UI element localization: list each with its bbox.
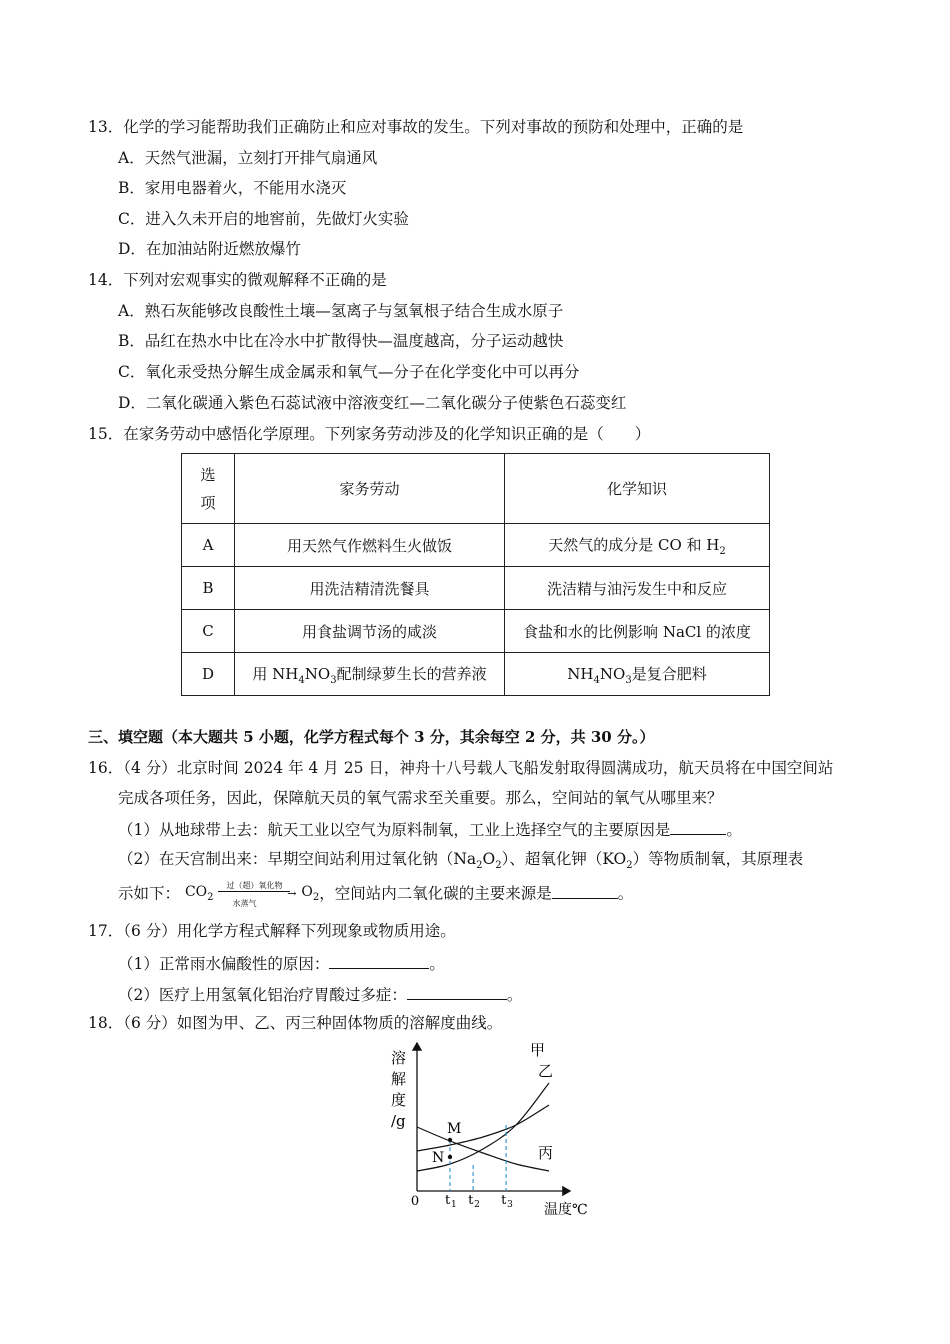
q15-stem: 15．在家务劳动中感悟化学原理。下列家务劳动涉及的化学知识正确的是（ ）	[88, 425, 651, 443]
row-c-knowledge: 食盐和水的比例影响 NaCl 的浓度	[505, 610, 770, 653]
table-row	[182, 610, 770, 653]
series-label-2: 丙	[538, 1144, 554, 1162]
q14-stem: 14．下列对宏观事实的微观解释不正确的是	[88, 271, 387, 289]
q15-table	[181, 453, 770, 696]
header-option	[182, 454, 235, 524]
q13-option-a: A．天然气泄漏，立刻打开排气扇通风	[118, 149, 378, 167]
q13-stem: 13．化学的学习能帮助我们正确防止和应对事故的发生。下列对事故的预防和处理中，正确的是	[88, 118, 744, 136]
y-label-char-1: 解	[391, 1070, 407, 1088]
row-b-labor: 用洗洁精清洗餐具	[235, 567, 505, 610]
x-tick-sub-1: 1	[451, 1200, 457, 1210]
header-option-char1: 选	[200, 465, 216, 484]
q16-line1: 16．（4 分）北京时间 2024 年 4 月 25 日，神舟十八号载人飞船发射取得圆满成功，航天员将在中国空间站	[88, 759, 834, 777]
row-d-knowledge: $NH_4NO_3$是复合肥料	[505, 653, 770, 696]
series-line-1	[417, 1105, 549, 1151]
header-knowledge: 化学知识	[505, 454, 770, 524]
point-label-N: N	[432, 1150, 445, 1166]
q17-sub2: （2）医疗上用氢氧化铝治疗胃酸过多症： 。	[118, 983, 522, 1005]
x-axis-label: 温度℃	[544, 1202, 588, 1218]
x-tick-sub-2: 2	[474, 1200, 480, 1210]
row-a-option: A	[182, 524, 235, 567]
q16-sub2: （2）在天宫制出来：早期空间站利用过氧化钠$(Na_2O_2)$、超氧化钾$(KO_2)$等物质制氧，其原理表	[118, 850, 804, 872]
x-tick-1: t	[445, 1193, 451, 1208]
table-header-row	[182, 454, 770, 524]
table-row	[182, 524, 770, 567]
q13-option-c: C．进入久未开启的地窖前，先做灯火实验	[118, 210, 409, 228]
section-3-heading: 三、填空题（本大题共 5 小题，化学方程式每个 3 分，其余每空 2 分，共 30 分。）	[88, 728, 655, 746]
reaction-formula: $CO_2$ → 过（超）氧化物 水蒸气 $O_2$	[184, 881, 320, 908]
x-tick-2: t	[468, 1193, 474, 1208]
header-labor: 家务劳动	[235, 454, 505, 524]
row-b-option: B	[182, 567, 235, 610]
q13-option-b: B．家用电器着火，不能用水浇灭	[118, 179, 347, 197]
header-option-char2: 项	[200, 493, 216, 512]
q18-stem: 18．（6 分）如图为甲、乙、丙三种固体物质的溶解度曲线。	[88, 1014, 503, 1032]
q13-option-d: D．在加油站附近燃放爆竹	[118, 240, 301, 258]
q14-option-b: B．品红在热水中比在冷水中扩散得快—温度越高，分子运动越快	[118, 332, 564, 350]
q16-sub1: （1）从地球带上去：航天工业以空气为原料制氧，工业上选择空气的主要原因是 。	[118, 818, 742, 840]
series-label-1: 乙	[538, 1062, 554, 1080]
origin-label: 0	[410, 1194, 420, 1209]
series-label-0: 甲	[530, 1041, 546, 1059]
answer-blank[interactable]	[329, 952, 429, 969]
q14-option-d: D．二氧化碳通入紫色石蕊试液中溶液变红—二氧化碳分子使紫色石蕊变红	[118, 394, 627, 412]
solubility-chart	[380, 1038, 610, 1223]
point-N	[448, 1155, 452, 1159]
answer-blank[interactable]	[552, 882, 618, 899]
q17-stem: 17．（6 分）用化学方程式解释下列现象或物质用途。	[88, 922, 456, 940]
point-label-M: M	[447, 1121, 462, 1137]
table-row	[182, 567, 770, 610]
row-c-labor: 用食盐调节汤的咸淡	[235, 610, 505, 653]
answer-blank[interactable]	[670, 818, 726, 835]
row-a-labor: 用天然气作燃料生火做饭	[235, 524, 505, 567]
y-label-char-3: /g	[391, 1112, 406, 1130]
answer-blank[interactable]	[407, 983, 507, 1000]
x-tick-3: t	[501, 1193, 507, 1208]
point-M	[448, 1138, 452, 1142]
row-d-labor: 用 $NH_4NO_3$配制绿萝生长的营养液	[235, 653, 505, 696]
row-b-knowledge: 洗洁精与油污发生中和反应	[505, 567, 770, 610]
row-a-knowledge: 天然气的成分是 CO 和 $H_2$	[505, 524, 770, 567]
q16-line2: 完成各项任务，因此，保障航天员的氧气需求至关重要。那么，空间站的氧气从哪里来？	[118, 789, 723, 807]
y-label-char-2: 度	[391, 1091, 407, 1109]
q14-option-a: A．熟石灰能够改良酸性土壤—氢离子与氢氧根子结合生成水原子	[118, 302, 564, 320]
row-c-option: C	[182, 610, 235, 653]
q16-sub2-line2: 示如下： $CO_2$ → 过（超）氧化物 水蒸气 $O_2$，空间站内二氧化碳的主要来源是 。	[118, 881, 634, 908]
x-tick-sub-3: 3	[507, 1200, 513, 1210]
row-d-option: D	[182, 653, 235, 696]
y-label-char-0: 溶	[391, 1049, 407, 1067]
table-row	[182, 653, 770, 696]
q14-option-c: C．氧化汞受热分解生成金属汞和氧气—分子在化学变化中可以再分	[118, 363, 580, 381]
q17-sub1: （1）正常雨水偏酸性的原因： 。	[118, 952, 445, 974]
y-axis-label	[391, 1049, 406, 1130]
